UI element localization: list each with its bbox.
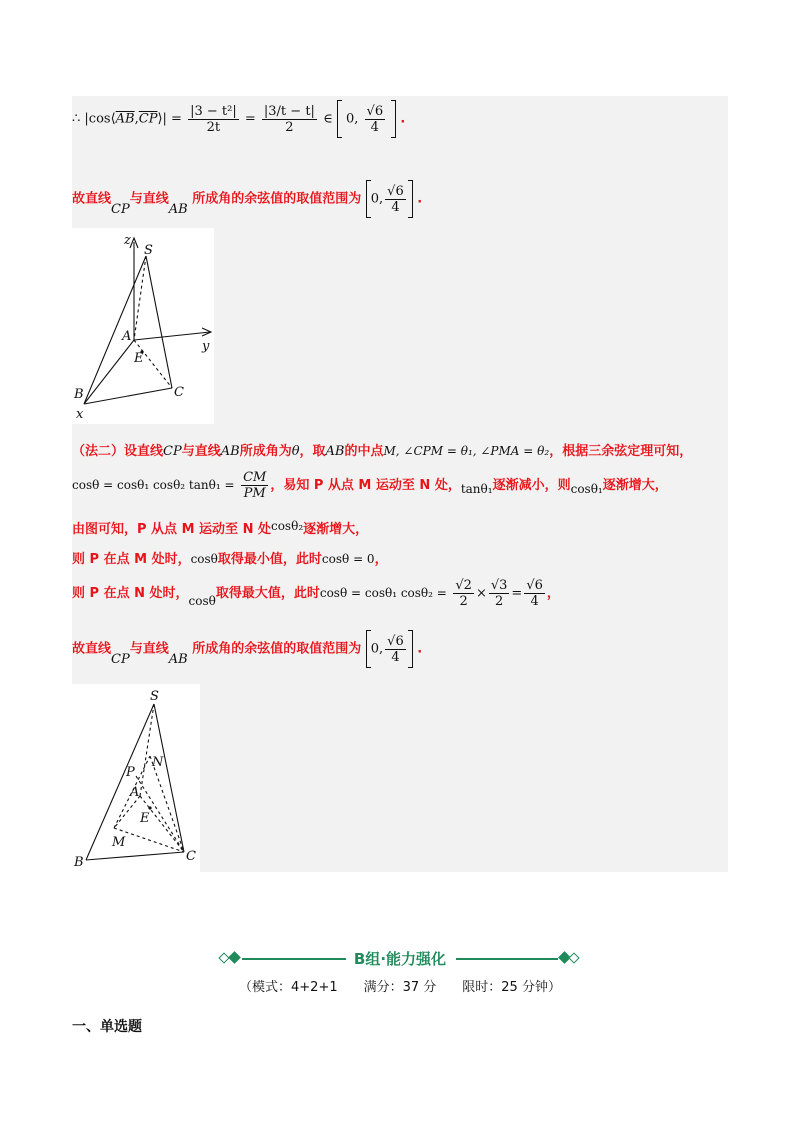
label-s: S [150, 689, 159, 704]
m2-l4-a: 则 P 在点 M 处时， [72, 552, 191, 567]
edge-sa [134, 256, 146, 340]
therefore-symbol: ∴ [72, 111, 81, 127]
m2-cos-theta2: cosθ₂ [270, 519, 304, 533]
m2-tan-theta1: tanθ₁ [460, 482, 493, 496]
m2-cos-theta: cosθ [190, 552, 218, 566]
label-c: C [174, 385, 184, 400]
label-p: P [126, 765, 135, 780]
m2-pm: PM [243, 486, 266, 501]
m2-sqrt6: √6 [526, 578, 543, 593]
question-type-heading: 一、单选题 [72, 1019, 142, 1035]
fraction-1-den: 2t [206, 119, 221, 135]
m2-four: 4 [530, 594, 539, 609]
conclusion-1-text-c: 所成角的余弦值的取值范围为 [192, 191, 362, 207]
abs-cos-open: |cos⟨ [84, 111, 116, 127]
m2-l1-e: 的中点 [344, 444, 384, 459]
m2-line-cp: CP [163, 444, 182, 459]
equals-sign-2: = [244, 111, 256, 127]
fraction-2-num: |3/t − t| [263, 103, 315, 119]
m2-l5-a: 则 P 在点 N 处时， [72, 586, 189, 601]
range-start: 0, [345, 111, 359, 127]
conclusion-1-text-a: 故直线 [72, 191, 112, 207]
method-2-line-3 [72, 518, 368, 537]
m2-l2-b: 逐渐减小，则 [492, 478, 571, 493]
label-c: C [186, 849, 196, 864]
range-end-den: 4 [370, 119, 379, 135]
vector-ab: $\overline{AB}$ [115, 111, 135, 127]
m2-two-2: 2 [494, 594, 504, 609]
period: . [400, 111, 406, 127]
conclusion-2 [72, 630, 422, 668]
edge-bc [84, 388, 172, 404]
m2-theta: θ [291, 444, 300, 459]
label-z: z [124, 233, 131, 248]
range-end-fraction [365, 104, 386, 135]
m2-sqrt3: √3 [490, 578, 508, 593]
range-start-2: 0, [370, 641, 384, 657]
bracket-right-2 [408, 630, 413, 668]
figure-2-svg [72, 684, 200, 872]
fraction-2-den: 2 [285, 119, 294, 135]
fraction-1 [188, 104, 239, 135]
label-y: y [202, 339, 210, 354]
conclusion-2-text-a: 故直线 [72, 641, 112, 657]
m2-two-1: 2 [459, 594, 468, 609]
m2-l1-f: ，根据三余弦定理可知， [549, 444, 693, 459]
m2-l4-c: ， [374, 552, 388, 567]
bracket-right [408, 180, 413, 218]
m2-sqrt2: √2 [455, 578, 472, 593]
method-2-line-2 [72, 470, 668, 501]
m2-cos-zero: cosθ = 0 [321, 552, 375, 566]
label-b: B [74, 387, 84, 402]
line-cp-label-2: CP [111, 651, 130, 667]
label-a: A [122, 329, 132, 344]
edge-sa [140, 704, 154, 796]
label-x: x [76, 407, 84, 422]
m2-eq: = [511, 586, 523, 601]
y-axis [134, 332, 210, 340]
range-fraction-2 [385, 634, 406, 665]
line-cp-label: CP [111, 201, 130, 217]
method-2-line-5 [72, 578, 560, 609]
conclusion-1-text-b: 与直线 [129, 191, 169, 207]
m2-times: × [475, 586, 487, 601]
range-den-2: 4 [391, 649, 400, 665]
method-2-line-1 [72, 440, 692, 459]
equals-sign: = [171, 111, 182, 127]
figure-2-pyramid [72, 684, 200, 872]
abs-cos-close: ⟩| [157, 111, 167, 127]
edge-sb [84, 256, 146, 404]
period: . [417, 191, 423, 207]
edge-bc [86, 852, 184, 860]
figure-1-svg [72, 228, 214, 424]
bracket-left [337, 100, 342, 138]
comma: , [134, 111, 139, 127]
line-ab-label-2: AB [168, 651, 188, 667]
m2-l1-d: ，取 [299, 444, 326, 459]
m2-angle-defs: M, ∠CPM = θ₁, ∠PMA = θ₂ [383, 444, 550, 458]
element-of-symbol: ∈ [323, 111, 333, 127]
m2-sqrt3-fraction [489, 578, 510, 609]
edge-sc [146, 256, 172, 388]
bracket-right [391, 100, 396, 138]
m2-cos-max-expr: cosθ = cosθ₁ cosθ₂ = [319, 586, 447, 600]
section-title-text: B组·能力强化 [353, 950, 447, 968]
vector-cp: $\overline{CP}$ [138, 111, 158, 127]
label-a: A [130, 785, 140, 800]
line-ab-label: AB [168, 201, 188, 217]
conclusion-1 [72, 180, 422, 218]
label-b: B [74, 855, 84, 870]
range-start: 0, [370, 191, 384, 207]
m2-line-ab-2: AB [325, 444, 345, 459]
edge-sc [154, 704, 184, 852]
period-2: . [417, 641, 423, 657]
label-m: M [112, 835, 126, 850]
m2-sqrt6-fraction [524, 578, 545, 609]
method-2-line-4 [72, 548, 388, 567]
m2-cos-product: cosθ = cosθ₁ cosθ₂ tanθ₁ = [72, 478, 235, 492]
m2-cm: CM [243, 470, 267, 485]
m2-l2-c: 逐渐增大， [602, 478, 668, 493]
label-s: S [144, 243, 153, 258]
conclusion-2-text-c: 所成角的余弦值的取值范围为 [192, 641, 362, 657]
fraction-2 [262, 104, 317, 135]
m2-l3-a: 由图可知，P 从点 M 运动至 N 处 [72, 522, 271, 537]
m2-l1-a: （法二）设直线 [72, 444, 164, 459]
m2-l4-b: 取得最小值，此时 [217, 552, 322, 567]
label-e: E [134, 351, 144, 366]
m2-l3-b: 逐渐增大， [303, 522, 369, 537]
m2-line-ab: AB [220, 444, 240, 459]
m2-cm-pm-fraction [241, 470, 268, 501]
range-end-num: √6 [366, 103, 384, 119]
m2-l1-c: 所成角为 [239, 444, 292, 459]
m2-cos-theta1: cosθ₁ [570, 482, 603, 496]
figure-1-coordinate-pyramid [72, 228, 214, 424]
m2-l5-c: ， [546, 586, 560, 601]
m2-l1-b: 与直线 [181, 444, 221, 459]
point-e [148, 806, 151, 809]
range-den: 4 [391, 199, 400, 215]
range-num: √6 [387, 183, 404, 199]
section-title [220, 948, 580, 970]
m2-l5-b: 取得最大值，此时 [215, 586, 320, 601]
label-e: E [140, 811, 150, 826]
conclusion-2-text-b: 与直线 [129, 641, 169, 657]
x-axis [84, 340, 134, 404]
section-meta: （模式：4+2+1 满分：37 分 限时：25 分钟） [239, 980, 561, 995]
cosine-formula-line [72, 100, 405, 138]
label-n: N [152, 755, 164, 770]
fraction-1-num: |3 − t²| [190, 103, 237, 119]
range-fraction [385, 184, 406, 215]
range-num-2: √6 [387, 633, 404, 649]
m2-sqrt2-fraction [453, 578, 474, 609]
m2-l2-a: ，易知 P 从点 M 运动至 N 处， [270, 478, 461, 493]
m2-cos-theta-max: cosθ [188, 594, 216, 608]
